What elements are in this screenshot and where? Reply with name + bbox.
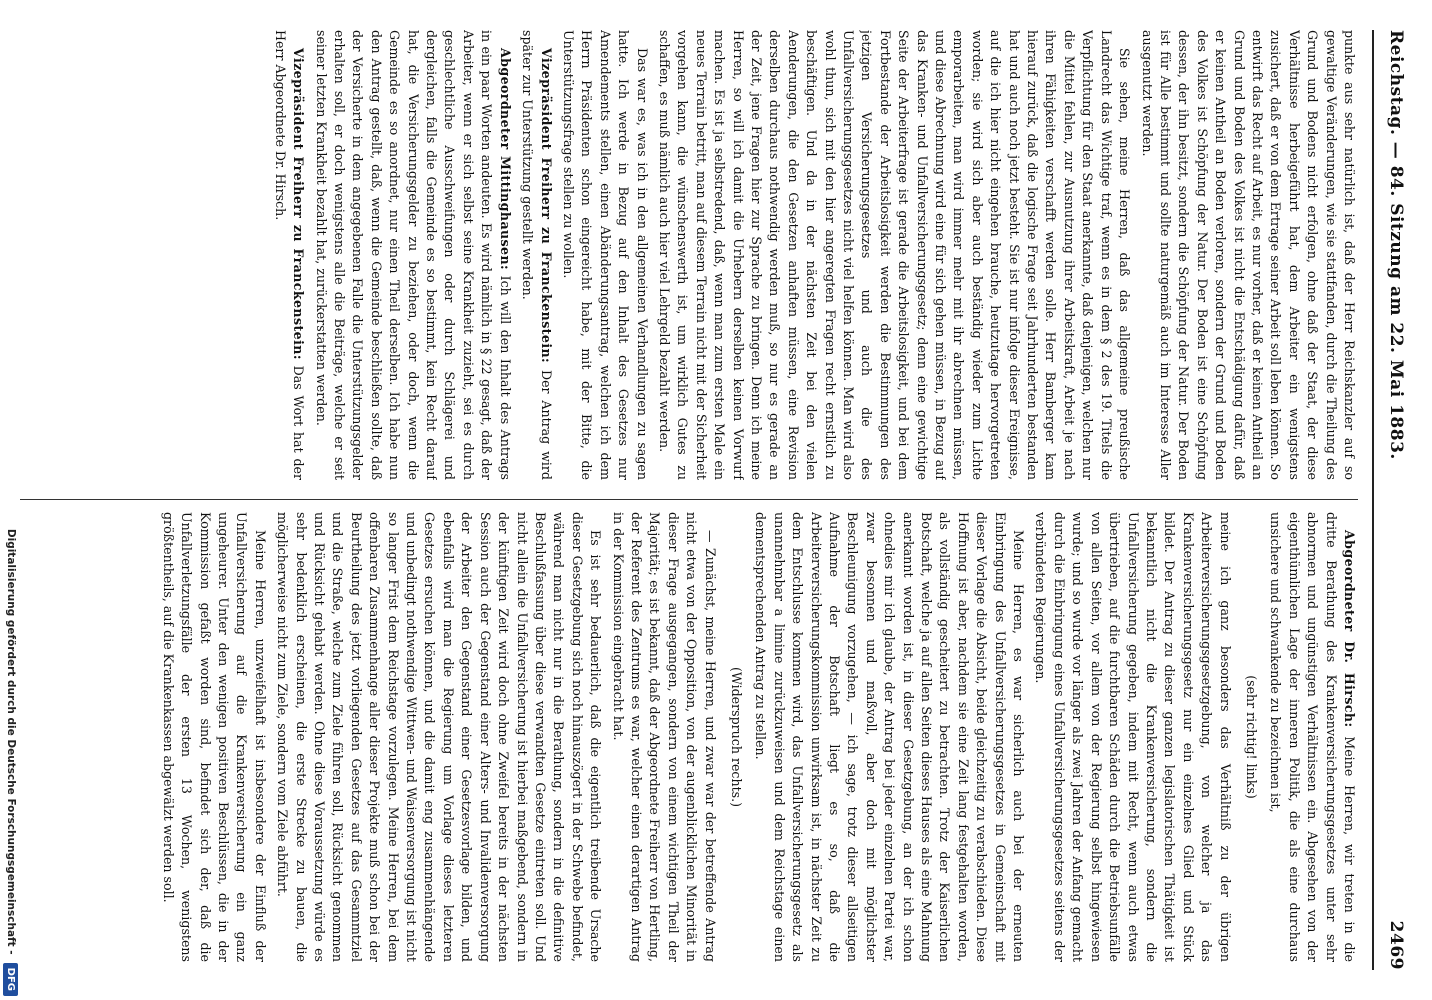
interjection-note: (sehr richtig! links) [1243,675,1259,799]
paragraph: Meine Herren, unzweifelhaft ist insbesondere der Einfluß der Unfallversicherung auf die Krankenversicherung ein ganz ungeheurer. Unter den wenigen positiven Beschlüssen, die in der Kommission gefaßt worden sind, befindet sich der, daß die Unfallverletzungsfälle der ersten 13 Wochen, wenigstens größtentheils, auf die Krankenkassen abgewälzt werden soll. [160,512,268,962]
speaker-name: Vizepräsident Freiherr zu Franckenstein: [291,48,307,360]
paragraph: Das war es, was ich in den allgemeinen Verhandlungen zu sagen hatte. Ich werde in Bezug auf den Inhalt des Gesetzes nur Amendements stellen, einen Abänderungsantrag, welchen ich dem Herrn Präsidenten schon eingereicht habe, mit der Bitte, die Unterstützungsfrage stellen zu wollen. [560,30,650,480]
speech-text: Meine Herren, wir treten in die dritte Berathung des Krankenversicherungsgesetzes unter sehr abnormen und ungünstigen Verhältnissen ein. Abgesehen von der eigenthümlichen Lage der inneren Politik, die als eine durchaus unsichere und schwankende zu bezeichnen ist, [1268,512,1357,962]
column-divider [20,499,1358,500]
right-column [20,512,1358,962]
speech-text: Das Wort hat der Herr Abgeordnete Dr. Hirsch. [272,30,307,480]
speaker-paragraph [270,30,307,480]
digitization-footer [0,529,22,996]
speaker-name: Abgeordneter Mittinghausen: [497,48,513,271]
speaker-paragraph [518,30,555,480]
speech-text: Der Antrag wird später zur Unterstützung gestellt werden. [520,30,554,480]
page-number: 2469 [1386,920,1406,970]
paragraph: meine ich ganz besonders das Verhältniß zu der übrigen Arbeiterversicherungsgesetzgebung, von welcher ja das Krankenversicherungsgesetz nur ein einzelnes Glied und Stück bildet. Der Antrag zu dieser ganzen legislatorischen Thätigkeit ist bekanntlich nicht die Krankenversicherung, sondern die Unfallversicherung gegeben, indem mit Recht, wenn auch etwas übertrieben, auf die furchtbaren Schäden durch die Betriebsunfälle von allen Seiten, vor allem von der Regierung selbst hingewiesen wurde; und so wurde vor länger als zwei Jahren der Anfang gemacht durch die Einbringung eines Unfallversicherungsgesetzes seitens der verbündeten Regierungen. [1033,512,1233,962]
speech-text: Ich will den Inhalt des Antrags in ein paar Worten andeuten. Es wird nämlich in § 22 gesagt, daß der Arbeiter, wenn er sich selbst seine Krankheit zuzieht, sei es durch geschlechtliche Ausschweifungen oder durch Schlägerei und dergleichen, falls die Gemeinde es so bestimmt, kein Recht darauf hat, die Versicherungsgelder zu beziehen, oder doch, wenn die Gemeinde es so anordnet, nur einen Theil derselben. Ich habe nun den Antrag gestellt, daß, wenn die Gemeinde beschließen sollte, daß der Versicherte in dem angegebenen Falle die Unterstützungsgelder erhalten soll, er doch wenigstens alle die Beiträge, welche er seit seiner letzten Krankheit bezahlt hat, zurückerstatten werden. [313,30,513,480]
page-header [1374,30,1418,970]
header-rule [1372,30,1374,970]
paragraph: — Zunächst, meine Herren, und zwar war der betreffende Antrag nicht etwa von der Opposition, von der augenblicklichen Minorität in dieser Frage ausgegangen, sondern von einem wichtigen Theil der Majorität; es ist bekannt, daß der Abgeordnete Freiherr von Hertling, der Referent des Zentrums es war, welcher einen derartigen Antrag in der Kommission eingebracht hat. [610,512,718,962]
interjection-note: (Widerspruch rechts.) [729,666,744,808]
paragraph: Sie sehen, meine Herren, daß das allgemeine preußische Landrecht das Wichtige traf, wenn es in dem § 2 des 19. Titels die Verpflichtung für den Staat anerkannte, daß denjenigen, welchen nur die Mittel fehlen, zur Ausnutzung ihrer Arbeitskraft, Arbeit je nach ihren Fähigkeiten verschafft werden solle. Herr Bamberger kam hierauf zurück, daß die logische Frage seit Jahrhunderten bestanden hat und auch noch jetzt besteht. Sie ist nur infolge dieser Ereignisse, auf die ich hier nicht eingehen brauche, heutzutage hervorgetreten worden; sie wird sich aber auch beständig wieder zum Lichte emporarbeiten, man wird immer mehr mit ihr abrechnen müssen, und diese Abrechnung wird eine für sich gehen müssen, in Bezug auf das Kranken- und Unfallversicherungsgesetz; denn eine gewichtige Seite der Arbeiterfrage ist gerade die Arbeitslosigkeit, und bei dem Fortbestande der Arbeitslosigkeit werden die Bestimmungen des jetzigen Versicherungsgesetzes und auch die des Unfallversicherungsgesetzes nicht viel helfen können. Man wird also wohl thun, sich mit den hier angeregten Fragen recht ernstlich zu beschäftigen. Und da in der nächsten Zeit bei den vielen Aenderungen, die den Gesetzen anhaften müssen, eine Revision derselben durchaus nothwendig werden muß, so nur es gerade an der Zeit, jene Fragen hier zur Sprache zu bringen. Denn ich meine Herren, so will ich damit die Urhebern derselben keinen Vorwurf machen. Es ist ja selbstredend, daß, wenn man zum ersten Male ein neues Terrain betritt, man auf diesem Terrain nicht mit der Sicherheit vorgehen kann, die wünschenswerth ist, um wirklich Gutes zu schaffen, es muß nämlich auch hier viel Lehrgeld bezahlt werden. [656,30,1133,480]
speaker-paragraph [311,30,513,480]
dfg-logo: DFG [4,963,19,996]
paragraph: punkte aus sehr natürlich ist, daß der Herr Reichskanzler auf so gewaltige Veränderungen, wie sie stattfanden, durch die Theilung des Grund und Bodens nicht erfolgen, ohne daß der Staat, der diese Verhältnisse herbeigeführt hat, dem Arbeiter ein wenigstens zusichert, daß er von dem Ertrage seiner Arbeit soll leben können. So entwirft das Recht auf Arbeit, es nur vorher, daß er keinen Antheil an Grund und Boden des Volkes ist nicht die Entschädigung dafür, daß er keinen Antheil an Boden verloren, sondern der Grund und Boden des Volkes ist Schöpfung der Natur. Der Boden ist eine Schöpfung dessen, der ihn besitzt, sondern die Schöpfung der Natur. Der Boden ist für Alle bestimmt und sollte naturgemäß auch im Interesse Aller ausgenutzt werden. [1139,30,1357,480]
header-title: Reichstag. — 84. Sitzung am 22. Mai 1883. [1386,30,1406,460]
speaker-name: Abgeordneter Dr. Hirsch: [1342,530,1357,728]
speaker-paragraph [1266,512,1358,962]
paragraph: Meine Herren, es war sicherlich auch bei der erneuten Einbringung des Unfallversicherungsgesetzes in Gemeinschaft mit dieser Vorlage die Absicht, beide gleichzeitig zu verabschieden. Diese Hoffnung ist aber, nachdem sie eine Zeit lang festgehalten worden, als vollständig gescheitert zu betrachten. Trotz der Kaiserlichen Botschaft, welche ja auf allen Seiten dieses Hauses als eine Mahnung anerkannt worden ist, in dieser Gesetzgebung, an der ich schon ohnedies mir ich glaube, der Antrag bei jeder einzelnen Partei war, zwar besonnen und maßvoll, aber doch mit möglichster Beschleunigung vorzugehen, — ich sage, trotz dieser allseitigen Aufnahme der Botschaft liegt es so, daß die Arbeiterversicherungskommission unwirksam ist, in nächster Zeit zu dem Entschlusse kommen wird, das Unfallversicherungsgesetz als unannehmbar a limine zurückzuweisen und dem Reichstage einen dementsprechenden Antrag zu stellen. [753,512,1027,962]
digitization-note: Digitalisierung gefördert durch die Deutsche Forschungsgemeinschaft - [5,528,17,955]
speaker-name: Vizepräsident Freiherr zu Franckenstein: [538,48,554,364]
left-column [20,30,1358,480]
paragraph: Es ist sehr bedauerlich, daß die eigentlich treibende Ursache dieser Gesetzgebung sich noch hinauszögert in der Schwebe befindet, während man nicht nur in die Berathung, sondern in die definitive Beschlußfassung über diese verwandten Gesetze eintreten soll. Und nicht allein die Unfallversicherung ist hierbei maßgebend, sondern in der künftigen Zeit wird doch ohne Zweifel bereits in der nächsten Session auch der Gegenstand einer Alters- und Invalidenversorgung der Arbeiter den Gegenstand einer Gesetzesvorlage bilden, und ebenfalls wird man die Regierung um Vorlage dieses letzteren Gesetzes ersuchen können, und die damit eng zusammenhängende und unbedingt nothwendige Wittwen- und Waisenversorgung ist nicht so langer Frist dem Reichstage vorzulegen. Meine Herren, bei dem offenbaren Zusammenhange aller dieser Projekte muß schon bei der Beurtheilung des jetzt vorliegenden Gesetzes auf das Gesammtziel und die Straße, welche zum Ziele führen soll, Rücksicht genommen und Rücksicht gehabt werden. Ohne diese Voraussetzung würde es sehr bedenklich erscheinen, die erste Strecke zu bauen, die möglicherweise nicht zum Ziele, sondern vom Ziele abführt. [275,512,604,962]
